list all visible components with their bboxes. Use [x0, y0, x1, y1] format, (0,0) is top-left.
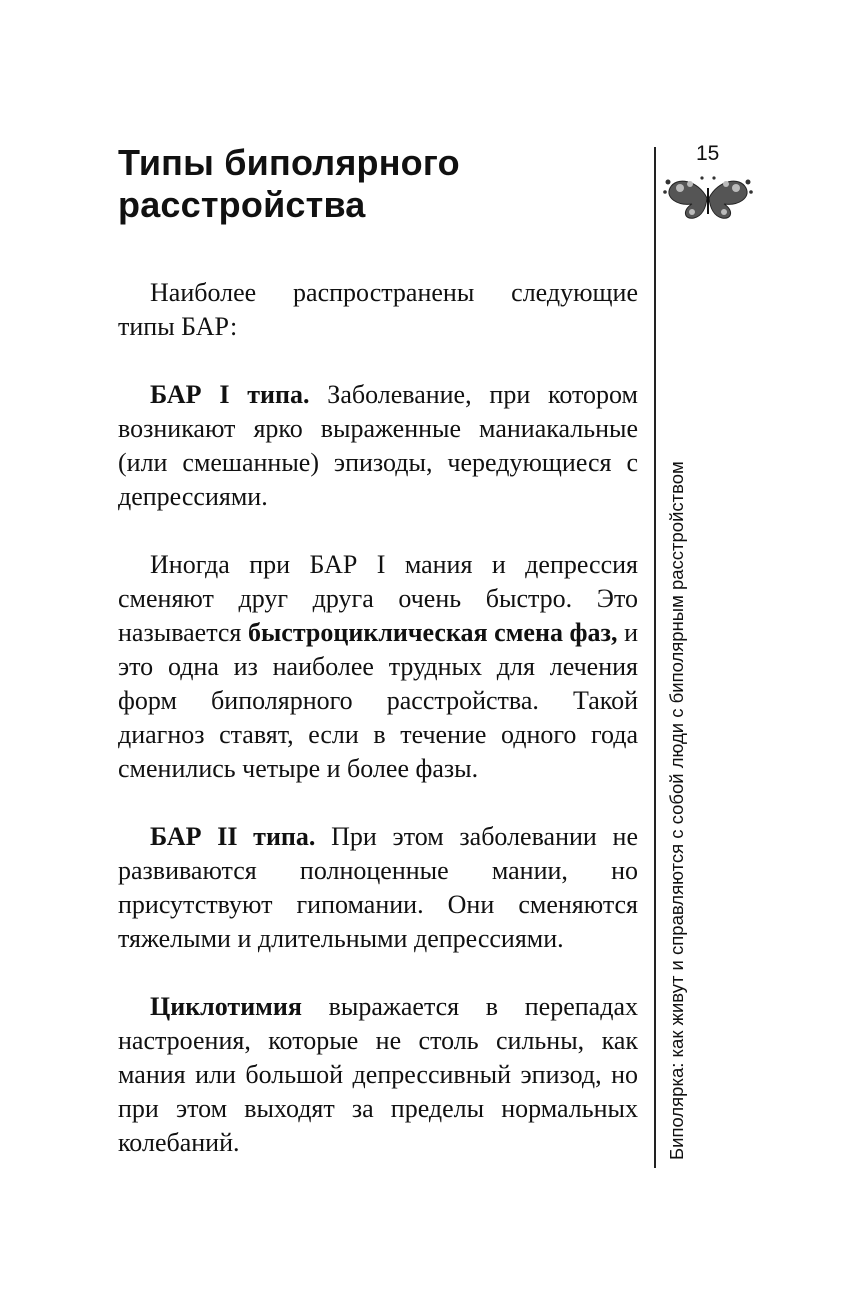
- paragraph-text: Заболевание, при котором возникают ярко выраженные маниакальные (или смешанные) эпизоды, чередующиеся с депрессиями.: [118, 380, 638, 511]
- page-title: [118, 142, 638, 226]
- paragraph-intro: [118, 276, 638, 344]
- term-bar-1: БАР I типа.: [150, 380, 310, 409]
- butterfly-ornament-icon: [662, 174, 754, 222]
- margin-rule: [654, 147, 656, 1168]
- paragraph-text: Наиболее распространены следующие типы БАР:: [118, 278, 638, 341]
- paragraph-bar-2: [118, 820, 638, 956]
- paragraph-text-continued: и это одна из наиболее трудных для лечения форм биполярного расстройства. Такой диагноз ставят, если в течение одного года сменились четыре и более фазы.: [118, 618, 638, 783]
- paragraph-text: Иногда при БАР I мания и депрессия сменяют друг друга очень быстро. Это называется: [118, 550, 638, 647]
- page-number: 15: [696, 142, 720, 165]
- paragraph-text: При этом заболевании не развиваются полноценные мании, но присутствуют гипомании. Они сменяются тяжелыми и длительными депрессиями.: [118, 822, 638, 953]
- paragraph-text: выражается в перепадах настроения, которые не столь сильны, как мания или большой депрессивный эпизод, но при этом выходят за пределы нормальных колебаний.: [118, 992, 638, 1157]
- title-line-2: расстройства: [118, 184, 366, 225]
- term-bar-2: БАР II типа.: [150, 822, 316, 851]
- running-head: Биполярка: как живут и справляются с собой люди с биполярным расстройством: [666, 461, 687, 1160]
- paragraph-rapid-cycling: [118, 548, 638, 786]
- term-cyclothymia: Циклотимия: [150, 992, 302, 1021]
- paragraph-cyclothymia: [118, 990, 638, 1160]
- term-rapid-cycling: быстроциклическая смена фаз,: [247, 618, 618, 647]
- paragraph-bar-1: [118, 378, 638, 514]
- title-line-1: Типы биполярного: [118, 142, 460, 183]
- main-text: [118, 276, 638, 1160]
